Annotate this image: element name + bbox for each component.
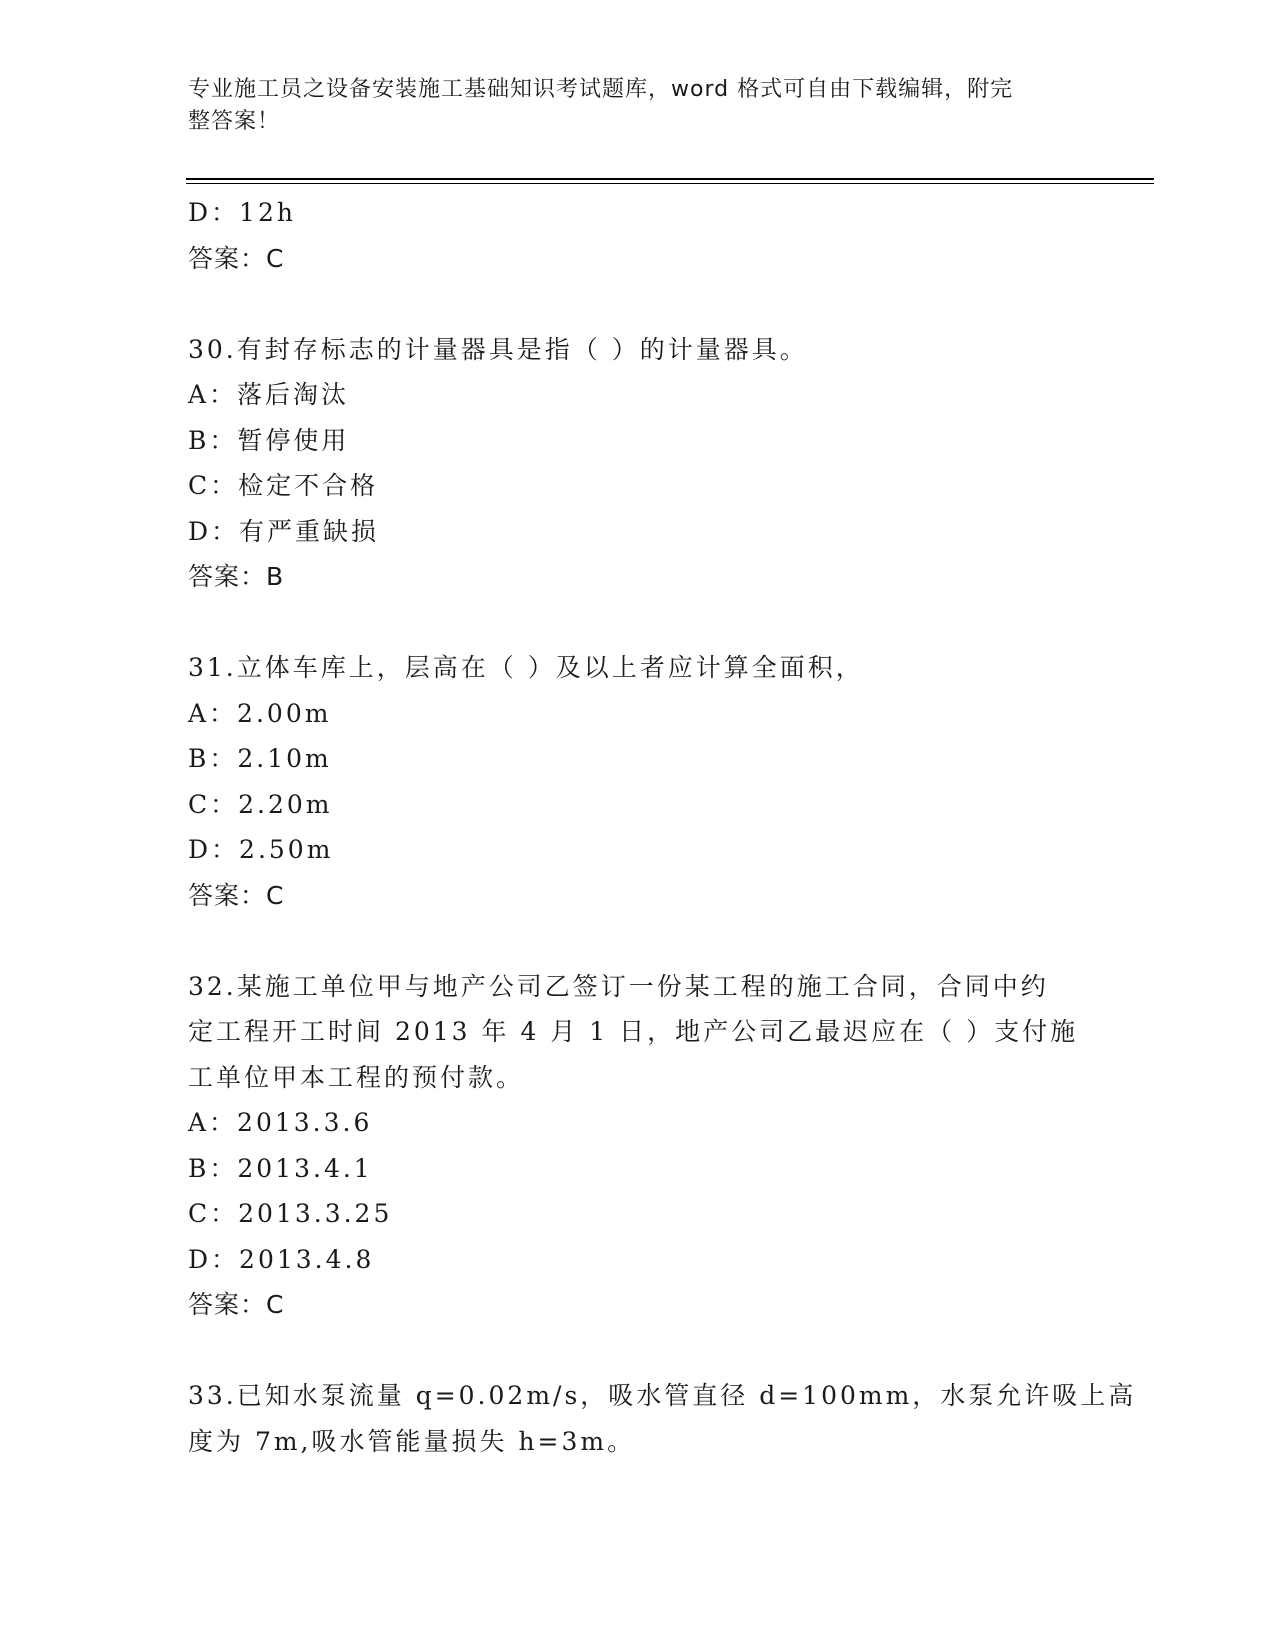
question-30-option-b: B：暂停使用 (188, 425, 350, 455)
spacer (188, 1328, 1088, 1374)
question-29-tail (188, 190, 1088, 281)
question-33 (188, 1373, 1137, 1464)
question-30-stem: 30.有封存标志的计量器具是指（ ）的计量器具。 (188, 334, 808, 364)
question-31-option-a: A：2.00m (188, 698, 332, 728)
question-30-option-a: A：落后淘汰 (188, 380, 350, 409)
question-32-stem-line-3: 工单位甲本工程的预付款。 (188, 1062, 525, 1092)
question-32-option-c: C：2013.3.25 (188, 1199, 393, 1228)
question-31-option-d: D：2.50m (188, 835, 334, 864)
question-list (188, 190, 1137, 1464)
question-30-option-d: D：有严重缺损 (188, 516, 380, 546)
question-30 (188, 327, 1088, 600)
spacer (188, 281, 1088, 327)
question-30-answer: 答案：B (188, 562, 285, 591)
question-32-stem-line-2: 定工程开工时间 2013 年 4 月 1 日，地产公司乙最迟应在（ ）支付施 (188, 1017, 1079, 1046)
question-29-option-d: D：12h (188, 198, 296, 227)
header-divider-thick (186, 178, 1154, 180)
document-header (188, 74, 1068, 138)
question-31 (188, 645, 1088, 918)
question-32 (188, 964, 1088, 1328)
question-32-answer: 答案：C (188, 1290, 285, 1319)
question-31-option-b: B：2.10m (188, 744, 332, 773)
spacer (188, 600, 1088, 646)
question-33-stem-line-1: 33.已知水泵流量 q=0.02m/s，吸水管直径 d=100mm，水泵允许吸上高 (188, 1381, 1137, 1410)
header-title-line-2: 整答案！ (188, 109, 281, 134)
question-29-answer: 答案：C (188, 243, 285, 273)
question-31-answer: 答案：C (188, 880, 285, 910)
header-divider-thin (186, 183, 1154, 184)
question-31-stem: 31.立体车库上，层高在（ ）及以上者应计算全面积， (188, 653, 864, 682)
question-33-stem-line-2: 度为 7m,吸水管能量损失 h=3m。 (188, 1426, 636, 1456)
spacer (188, 918, 1088, 964)
question-32-option-d: D：2013.4.8 (188, 1244, 375, 1274)
question-32-option-a: A：2013.3.6 (188, 1108, 373, 1137)
question-30-option-c: C：检定不合格 (188, 471, 379, 500)
question-32-stem-line-1: 32.某施工单位甲与地产公司乙签订一份某工程的施工合同，合同中约 (188, 971, 1049, 1001)
question-31-option-c: C：2.20m (188, 789, 333, 819)
header-title-line-1: 专业施工员之设备安装施工基础知识考试题库，word 格式可自由下载编辑，附完 (188, 77, 1014, 102)
question-32-option-b: B：2013.4.1 (188, 1153, 373, 1183)
